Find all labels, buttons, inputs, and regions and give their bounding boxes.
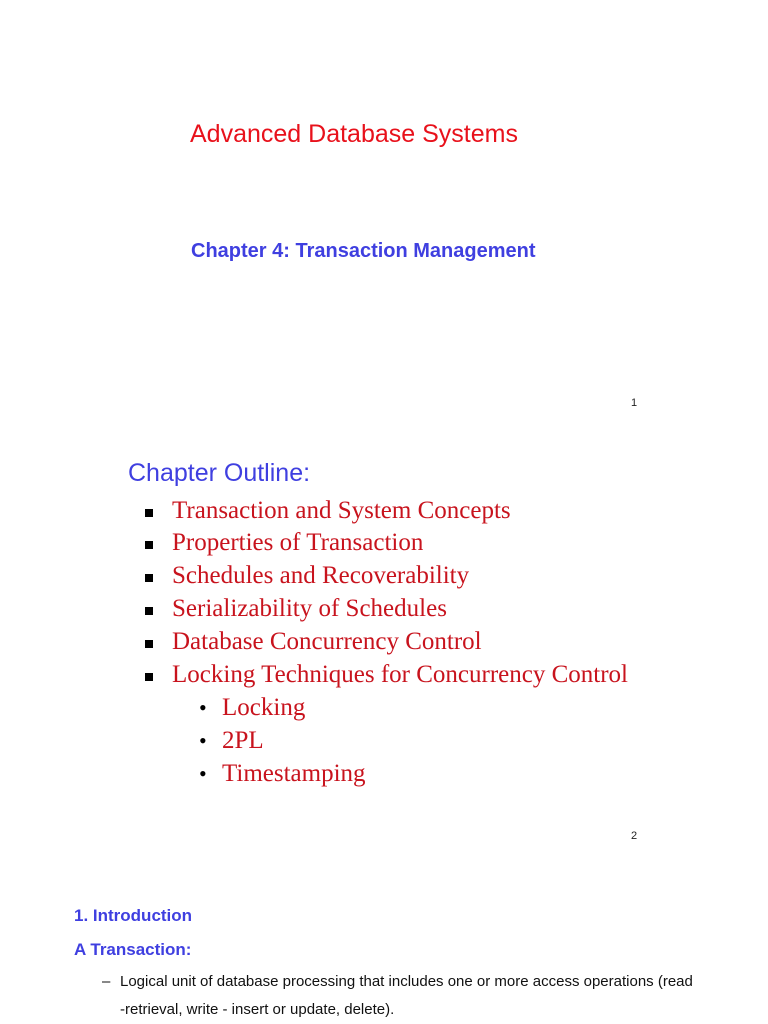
square-bullet-icon	[145, 509, 153, 517]
square-bullet-icon	[145, 673, 153, 681]
dash-bullet-icon: –	[102, 973, 111, 990]
page-number: 1	[631, 397, 638, 409]
round-bullet-icon: •	[199, 695, 207, 720]
term-heading: A Transaction:	[74, 940, 192, 959]
outline-heading: Chapter Outline:	[128, 459, 311, 487]
outline-item: Locking Techniques for Concurrency Control	[172, 661, 629, 688]
outline-item: Transaction and System Concepts	[172, 497, 511, 524]
square-bullet-icon	[145, 574, 153, 582]
outline-item: Properties of Transaction	[172, 529, 424, 556]
outline-subitem: Locking	[222, 694, 306, 721]
round-bullet-icon: •	[199, 728, 207, 753]
outline-item: Serializability of Schedules	[172, 595, 447, 622]
outline-item: Schedules and Recoverability	[172, 562, 470, 589]
slide-title: Advanced Database Systems	[190, 120, 518, 148]
definition-text-line: -retrieval, write - insert or update, delete).	[120, 1001, 395, 1018]
definition-text-line: Logical unit of database processing that includes one or more access operations (read	[120, 973, 693, 990]
chapter-subtitle: Chapter 4: Transaction Management	[191, 240, 536, 262]
page-number: 2	[631, 830, 638, 842]
section-heading: 1. Introduction	[74, 906, 193, 925]
square-bullet-icon	[145, 607, 153, 615]
square-bullet-icon	[145, 640, 153, 648]
outline-subitem: Timestamping	[222, 760, 366, 787]
round-bullet-icon: •	[199, 761, 207, 786]
square-bullet-icon	[145, 541, 153, 549]
outline-item: Database Concurrency Control	[172, 628, 482, 655]
outline-subitem: 2PL	[222, 727, 264, 754]
